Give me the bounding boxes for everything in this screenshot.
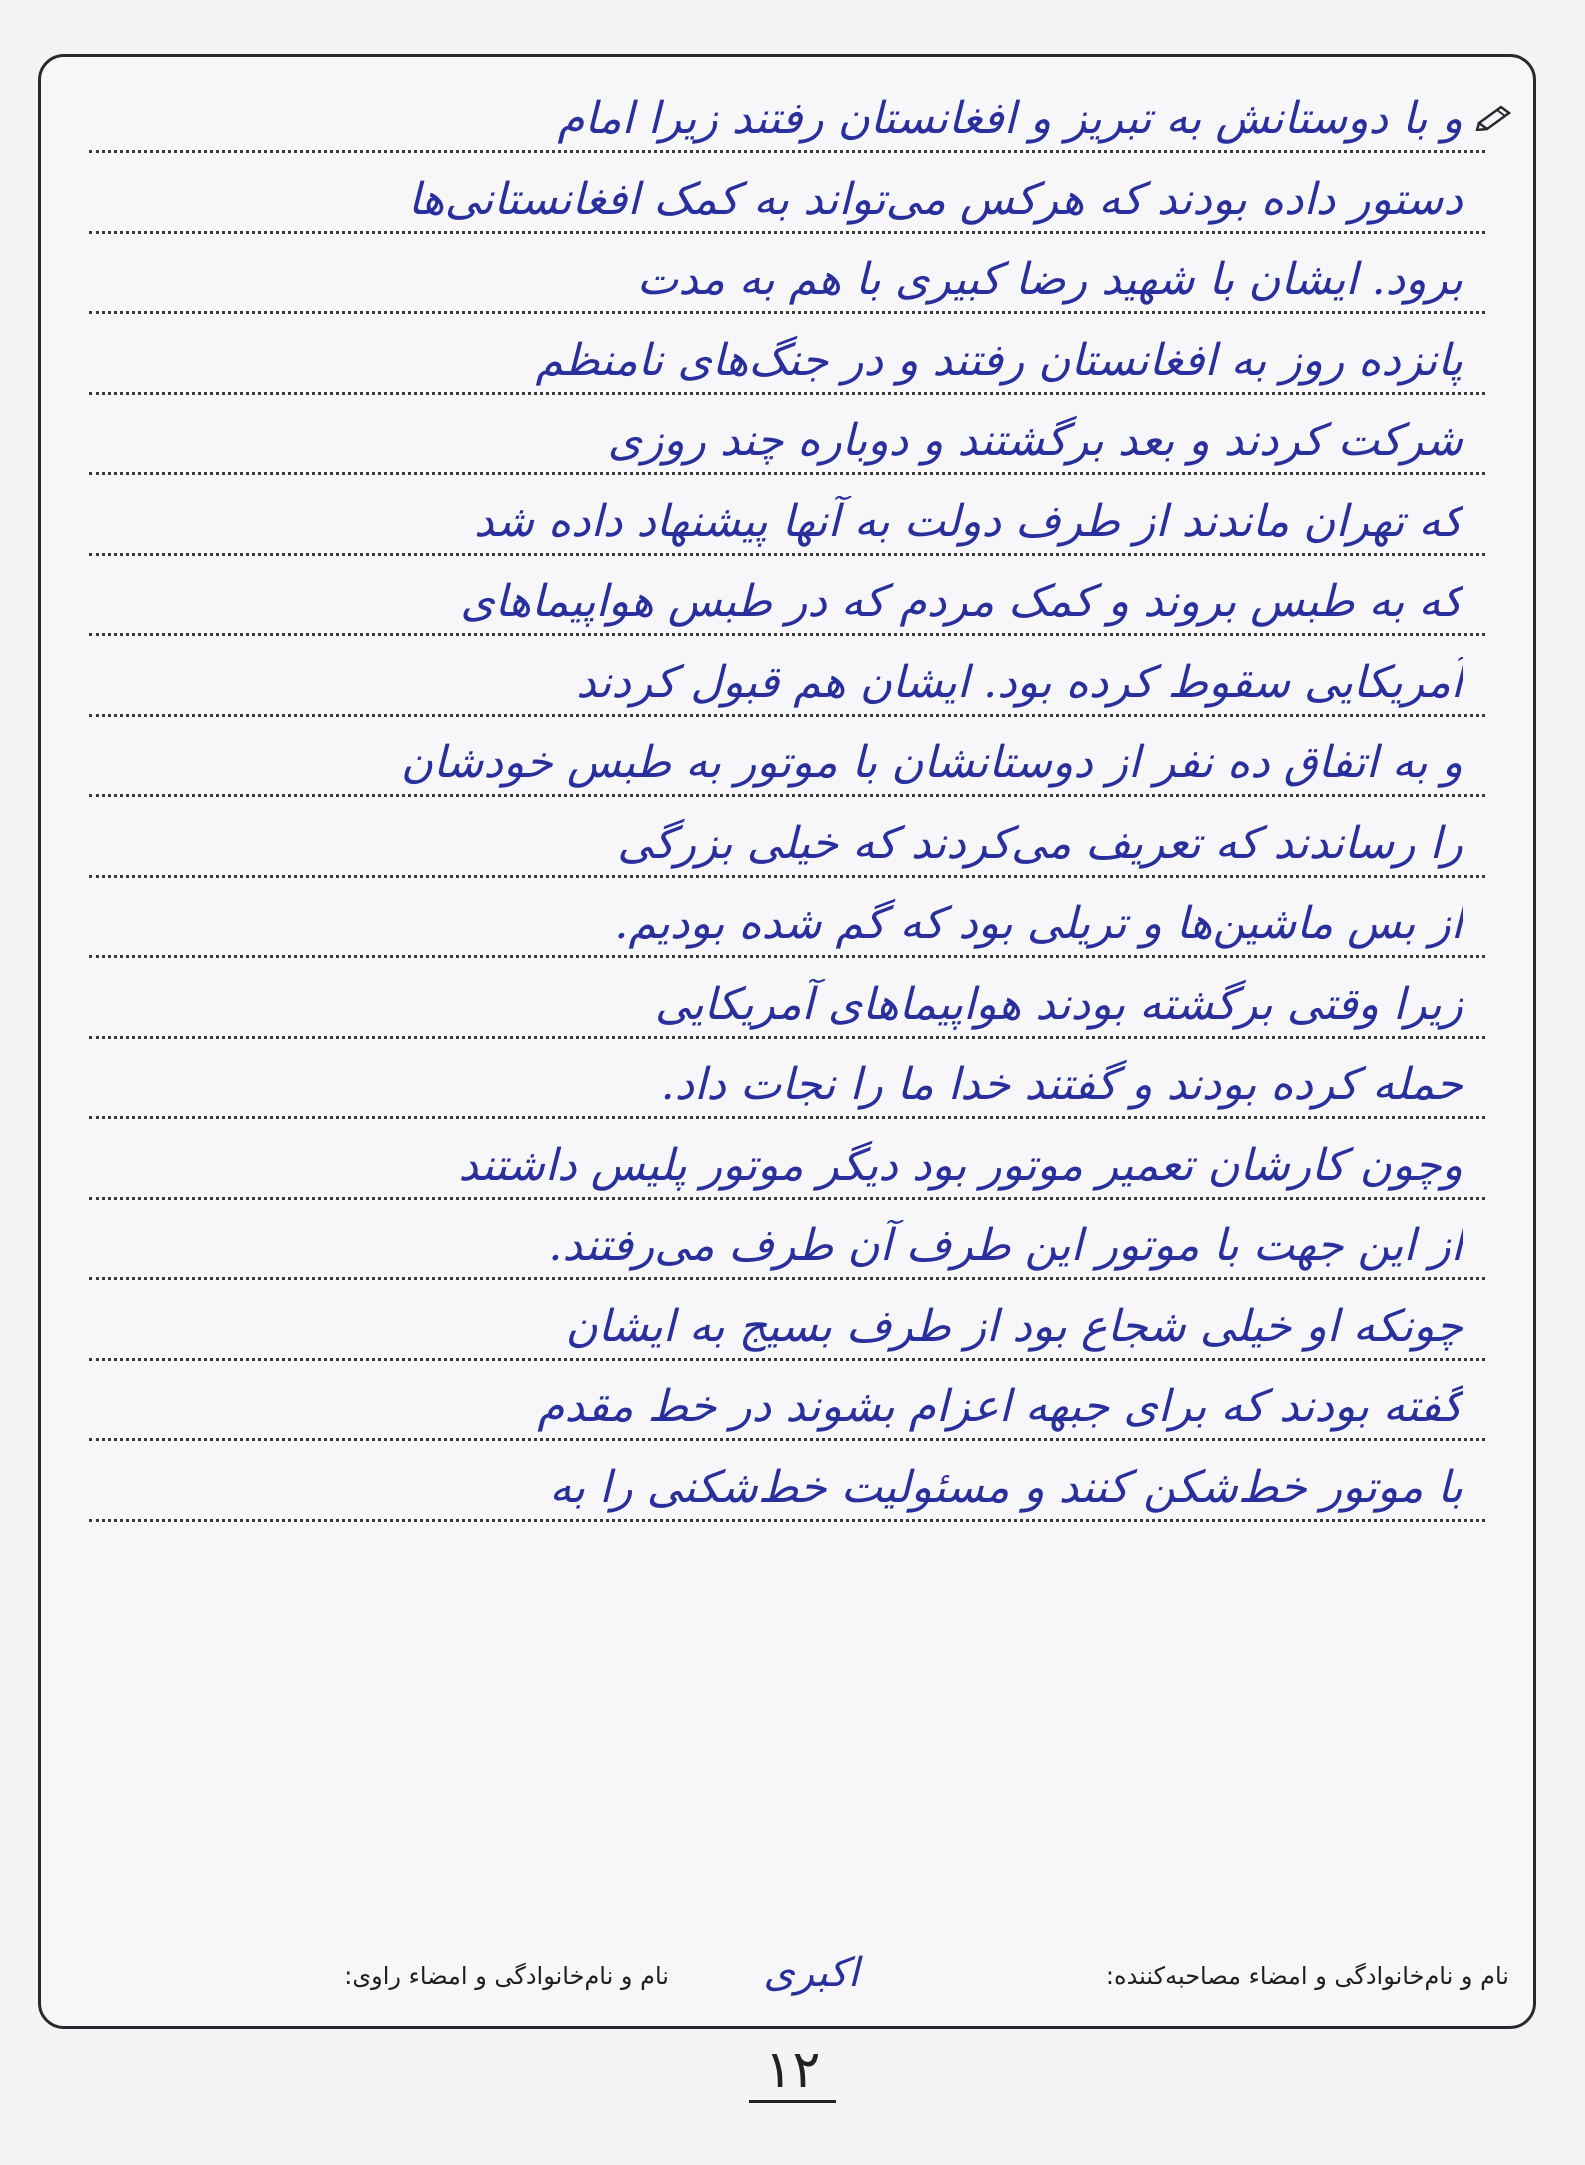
text-line <box>89 1204 1485 1280</box>
text-line <box>89 721 1485 797</box>
handwritten-text: و به اتفاق ده نفر از دوستانشان با موتور به طبس خودشان <box>400 737 1463 788</box>
handwritten-text: چونکه او خیلی شجاع بود از طرف بسیج به ایشان <box>565 1300 1463 1352</box>
handwritten-text: گفته بودند که برای جبهه اعزام بشوند در خط مقدم <box>537 1381 1463 1432</box>
interviewer-signature: اکبری <box>763 1950 859 1996</box>
handwritten-text: دستور داده بودند که هرکس می‌تواند به کمک افغانستانی‌ها <box>407 173 1463 225</box>
text-line <box>89 399 1485 475</box>
text-line <box>89 158 1485 234</box>
ruled-lines <box>89 57 1485 2026</box>
page-number-container <box>0 2040 1585 2100</box>
page-number: ۱۲ <box>749 2040 837 2103</box>
handwritten-text: را رساندند که تعریف می‌کردند که خیلی بزرگی <box>617 817 1463 869</box>
handwritten-text: که تهران ماندند از طرف دولت به آنها پیشنهاد داده شد <box>474 495 1463 547</box>
notebook-page <box>38 54 1536 2029</box>
text-line <box>89 1124 1485 1200</box>
signature-footer <box>81 1946 1509 1996</box>
handwritten-text: از این جهت با موتور این طرف آن طرف می‌رفتند. <box>548 1220 1463 1271</box>
handwritten-text: برود. ایشان با شهید رضا کبیری با هم به مدت <box>636 254 1463 305</box>
text-line <box>89 641 1485 717</box>
text-line <box>89 1365 1485 1441</box>
text-line <box>89 1446 1485 1522</box>
interviewer-label: نام و نام‌خانوادگی و امضاء مصاحبه‌کننده: <box>1105 1962 1509 1990</box>
text-line <box>89 1043 1485 1119</box>
handwritten-text: وچون کارشان تعمیر موتور بود دیگر موتور پلیس داشتند <box>458 1139 1463 1191</box>
text-line <box>89 319 1485 395</box>
handwritten-text: پانزده روز به افغانستان رفتند و در جنگ‌های نامنظم <box>535 334 1463 386</box>
text-line <box>89 238 1485 314</box>
text-line <box>89 1285 1485 1361</box>
handwritten-text: زیرا وقتی برگشته بودند هواپیماهای آمریکایی <box>654 978 1463 1030</box>
text-line <box>89 802 1485 878</box>
handwritten-text: شرکت کردند و بعد برگشتند و دوباره چند روزی <box>607 415 1463 466</box>
narrator-label: نام و نام‌خانوادگی و امضاء راوی: <box>344 1962 669 1990</box>
handwritten-text: حمله کرده بودند و گفتند خدا ما را نجات داد. <box>660 1059 1463 1110</box>
handwritten-text: که به طبس بروند و کمک مردم که در طبس هواپیماهای <box>460 576 1463 627</box>
handwritten-text: با موتور خط‌شکن کنند و مسئولیت خط‌شکنی را به <box>549 1461 1463 1513</box>
handwritten-text: از بس ماشین‌ها و تریلی بود که گم شده بودیم. <box>614 898 1463 949</box>
text-line <box>89 480 1485 556</box>
text-line <box>89 963 1485 1039</box>
text-line <box>89 77 1485 153</box>
text-line <box>89 882 1485 958</box>
handwritten-text: آمریکایی سقوط کرده بود. ایشان هم قبول کردند <box>576 656 1463 708</box>
handwritten-text: و با دوستانش به تبریز و افغانستان رفتند زیرا امام <box>557 93 1463 144</box>
text-line <box>89 560 1485 636</box>
